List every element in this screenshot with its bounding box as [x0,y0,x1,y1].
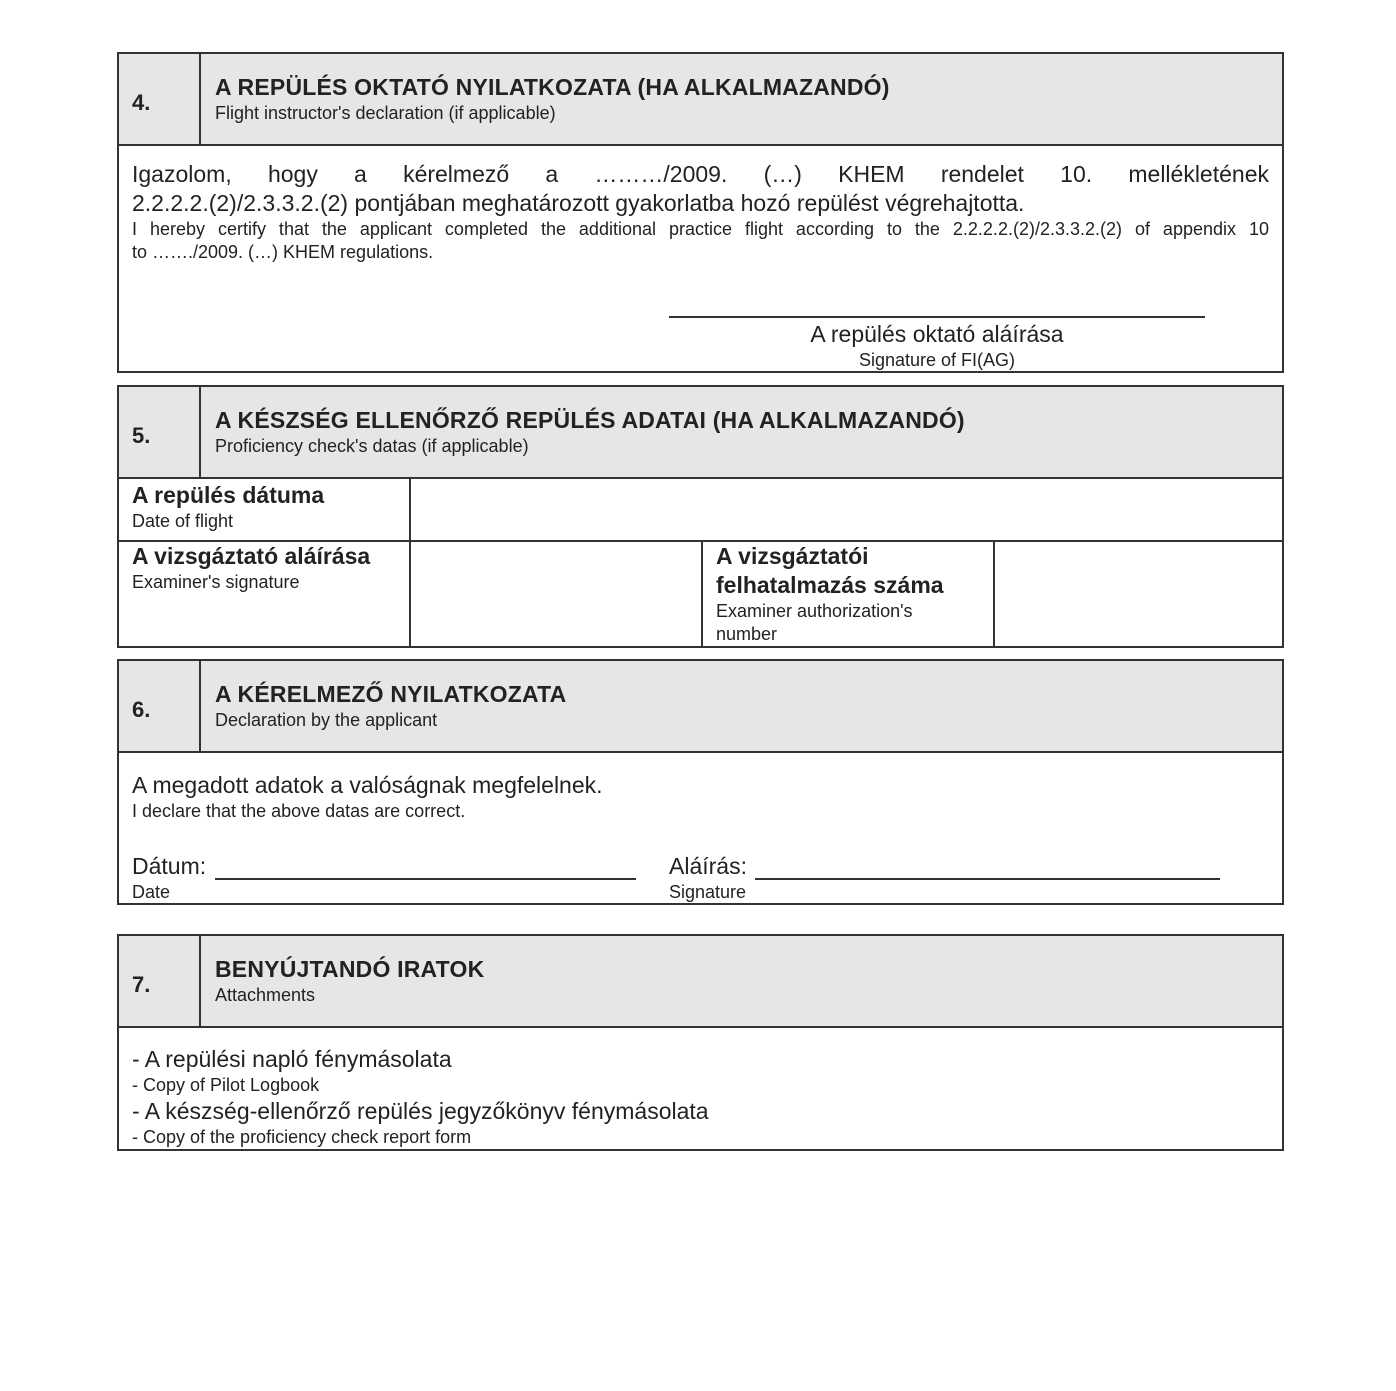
applicant-date-line[interactable] [215,857,636,880]
section-6-header [119,661,1282,753]
attachment-hu: - A repülési napló fénymásolata [132,1046,452,1072]
signature-label-hu: A repülés oktató aláírása [810,321,1064,347]
instructor-signature-caption [669,320,1205,371]
examiner-authorization-label-cell [703,542,995,646]
date-label-en: Date [132,882,171,902]
signature-label-hu: Aláírás: [669,853,747,879]
examiner-authorization-label-en-2: number [716,624,778,644]
attachment-en: - Copy of the proficiency check report form [132,1127,472,1147]
applicant-signature-label [669,852,747,904]
section-title-en: Flight instructor's declaration (if applicable) [215,103,556,123]
section-title [215,407,965,457]
date-of-flight-label-en: Date of flight [132,511,234,531]
instructor-signature-line[interactable] [669,316,1205,318]
applicant-date-label [132,852,206,904]
section-title-hu: A KÉSZSÉG ELLENŐRZŐ REPÜLÉS ADATAI (HA ALKALMAZANDÓ) [215,407,965,433]
section-number: 6. [119,661,201,751]
section-title-hu: BENYÚJTANDÓ IRATOK [215,956,485,982]
certification-en-line1: I hereby certify that the applicant completed the additional practice flight according to the 2.2.2.2.(2)/2.3.3.2.(2) of appendix 10 [132,219,1269,239]
examiner-authorization-label-hu-1: A vizsgáztatói [716,543,869,569]
attachment-hu: - A készség-ellenőrző repülés jegyzőkönyv fénymásolata [132,1098,709,1124]
section-title-en: Declaration by the applicant [215,710,438,730]
attachments-list [132,1045,709,1149]
section-number: 5. [119,387,201,477]
certification-hu-line2: 2.2.2.2.(2)/2.3.3.2.(2) pontjában meghatározott gyakorlatba hozó repülést végrehajtotta. [132,190,1025,216]
declaration-en: I declare that the above datas are correct. [132,801,466,821]
examiner-signature-label-en: Examiner's signature [132,572,300,592]
list-item [132,1097,709,1149]
section-number: 4. [119,54,201,144]
section-title [215,681,566,731]
section-4-header [119,54,1282,146]
date-of-flight-label-hu: A repülés dátuma [132,482,325,508]
section-title-en: Proficiency check's datas (if applicable) [215,436,529,456]
section-title-en: Attachments [215,985,316,1005]
examiner-authorization-field[interactable] [995,542,1282,646]
section-7 [117,934,1284,1151]
examiner-signature-field[interactable] [411,542,703,646]
attachment-en: - Copy of Pilot Logbook [132,1075,320,1095]
certification-hu-line1: Igazolom, hogy a kérelmező a ………/2009. (…) KHEM rendelet 10. mellékletének [132,161,1269,187]
section-title-hu: A REPÜLÉS OKTATÓ NYILATKOZATA (HA ALKALMAZANDÓ) [215,74,890,100]
section-number: 7. [119,936,201,1026]
section-7-header [119,936,1282,1028]
applicant-signature-line[interactable] [755,857,1220,880]
date-of-flight-field[interactable] [411,477,1282,542]
list-item [132,1045,709,1097]
declaration-text [132,771,603,823]
examiner-authorization-label-en-1: Examiner authorization's [716,601,913,621]
examiner-signature-label-cell [119,542,411,646]
examiner-authorization-label-hu-2: felhatalmazás száma [716,572,944,598]
certification-en-line2: to ……./2009. (…) KHEM regulations. [132,242,434,262]
section-6 [117,659,1284,905]
section-4 [117,52,1284,373]
examiner-signature-label-hu: A vizsgáztató aláírása [132,543,371,569]
section-title-hu: A KÉRELMEZŐ NYILATKOZATA [215,681,567,707]
declaration-hu: A megadott adatok a valóságnak megfelelnek. [132,772,603,798]
signature-label-en: Signature of FI(AG) [858,350,1016,370]
section-title [215,74,890,124]
signature-label-en: Signature [669,882,747,902]
date-of-flight-label-cell [119,477,411,542]
section-5 [117,385,1284,648]
section-title [215,956,484,1006]
certification-text [132,160,1269,264]
section-5-header [119,387,1282,479]
date-label-hu: Dátum: [132,853,207,879]
